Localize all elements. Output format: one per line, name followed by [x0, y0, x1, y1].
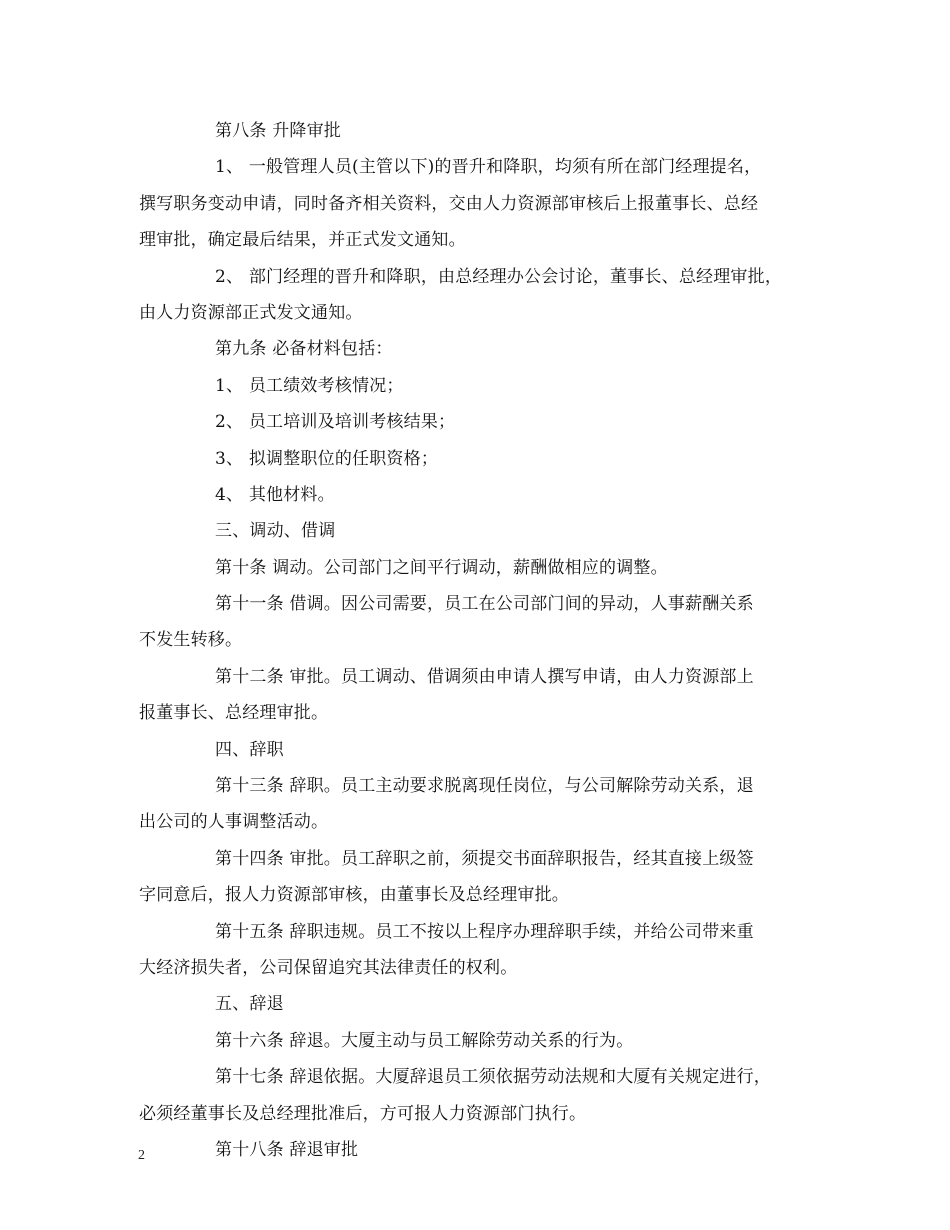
list-item: 1、 员工绩效考核情况；: [215, 375, 404, 396]
paragraph-line: 第十五条 辞职违规。员工不按以上程序办理辞职手续，并给公司带来重: [215, 921, 754, 942]
chapter-heading: 五、辞退: [215, 994, 284, 1015]
list-item: 4、 其他材料。: [215, 484, 335, 505]
paragraph-line: 第十六条 辞退。大厦主动与员工解除劳动关系的行为。: [215, 1030, 634, 1051]
paragraph-line: 第十三条 辞职。员工主动要求脱离现任岗位，与公司解除劳动关系，退: [215, 776, 754, 797]
chapter-heading: 四、辞职: [215, 739, 284, 760]
section-heading: 第九条 必备材料包括：: [215, 339, 393, 360]
paragraph-line: 出公司的人事调整活动。: [139, 812, 329, 833]
paragraph-line: 不发生转移。: [139, 630, 243, 651]
paragraph-line: 第十一条 借调。因公司需要，员工在公司部门间的异动，人事薪酬关系: [215, 594, 754, 615]
paragraph-line: 报董事长、总经理审批。: [139, 703, 329, 724]
paragraph-line: 字同意后，报人力资源部审核，由董事长及总经理审批。: [139, 885, 569, 906]
paragraph-line: 理审批，确定最后结果，并正式发文通知。: [139, 230, 466, 251]
paragraph-line: 第十二条 审批。员工调动、借调须由申请人撰写申请，由人力资源部上: [215, 666, 754, 687]
chapter-heading: 三、调动、借调: [215, 521, 336, 542]
paragraph-line: 第十条 调动。公司部门之间平行调动，薪酬做相应的调整。: [215, 557, 668, 578]
list-item: 3、 拟调整职位的任职资格；: [215, 448, 439, 469]
paragraph-line: 1、 一般管理人员(主管以下)的晋升和降职，均须有所在部门经理提名，: [215, 157, 762, 178]
section-heading: 第十八条 辞退审批: [215, 1139, 359, 1160]
page-number: 2: [138, 1148, 145, 1163]
section-heading: 第八条 升降审批: [215, 121, 342, 141]
paragraph-line: 撰写职务变动申请，同时备齐相关资料，交由人力资源部审核后上报董事长、总经: [139, 193, 759, 214]
paragraph-line: 2、 部门经理的晋升和降职，由总经理办公会讨论，董事长、总经理审批，: [215, 266, 783, 287]
paragraph-line: 第十四条 审批。员工辞职之前，须提交书面辞职报告，经其直接上级签: [215, 848, 754, 869]
paragraph-line: 大经济损失者，公司保留追究其法律责任的权利。: [139, 957, 518, 978]
list-item: 2、 员工培训及培训考核结果；: [215, 412, 456, 433]
document-body: [139, 113, 819, 1168]
paragraph-line: 必须经董事长及总经理批准后，方可报人力资源部门执行。: [139, 1103, 587, 1124]
paragraph-line: 第十七条 辞退依据。大厦辞退员工须依据劳动法规和大厦有关规定进行，: [215, 1067, 772, 1088]
paragraph-line: 由人力资源部正式发文通知。: [139, 302, 363, 323]
